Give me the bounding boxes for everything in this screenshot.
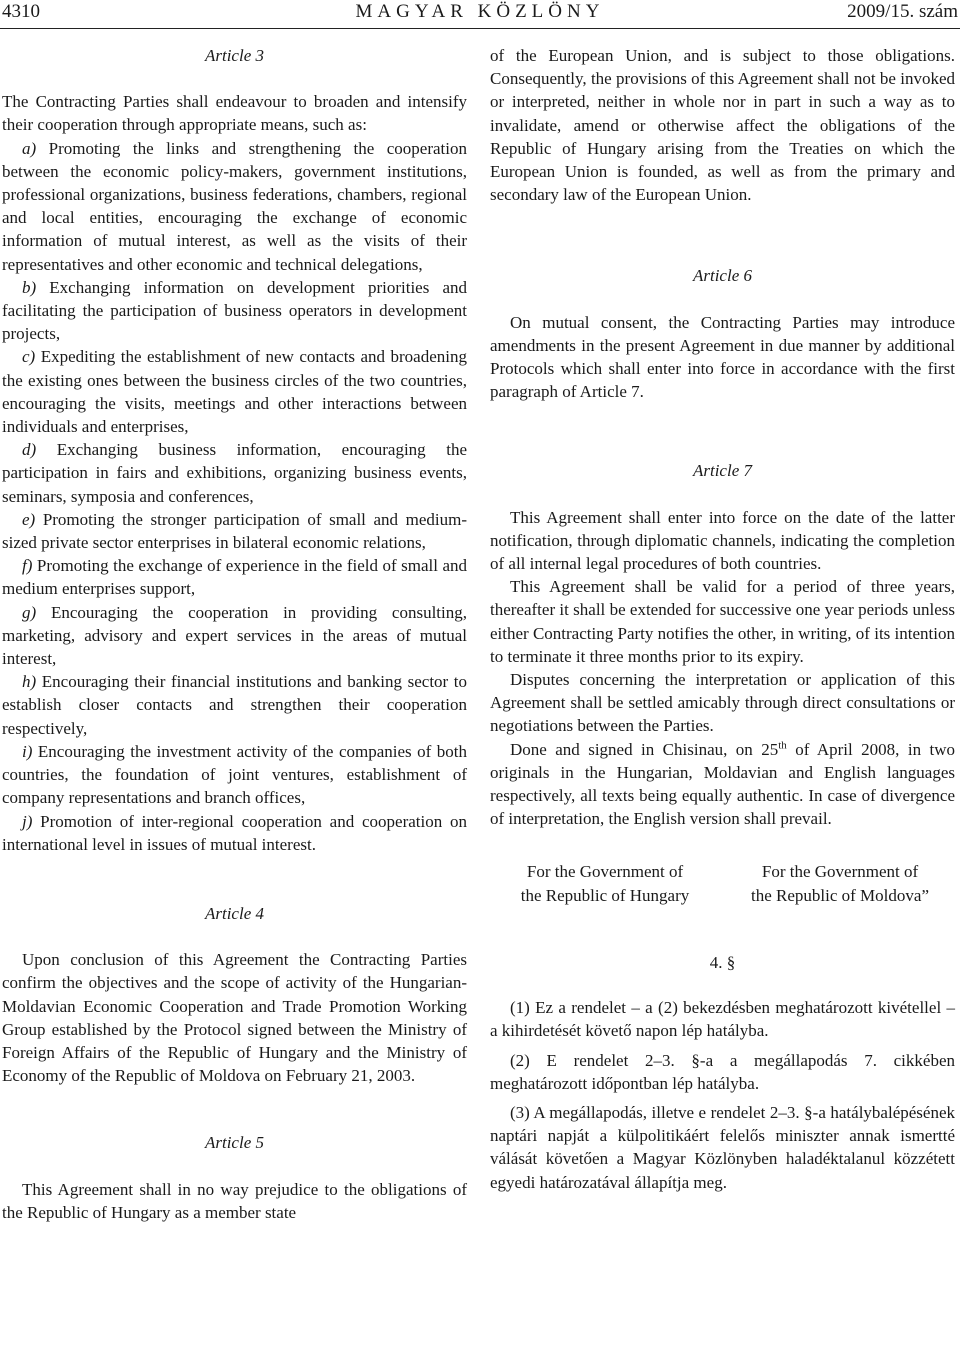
left-column xyxy=(2,44,467,1224)
article-4-title: Article 4 xyxy=(204,903,264,923)
signature-hungary: For the Government of the Republic of Hungary xyxy=(520,862,690,905)
list-item: j) Promotion of inter-regional cooperation and cooperation on international level in issues of mutual interest. xyxy=(2,811,467,854)
article-5-text-continued: of the European Union, and is subject to those obligations. Consequently, the provisions of this Agreement shall not be invoked or interpreted, neither in whole nor in part in such a way as to invalidate, amend or otherwise affect the obligations of the Republic of Hungary arising from the Treaties on which the European Union is founded, as well as from the primary and secondary law of the European Union. xyxy=(490,46,955,205)
section-4-paragraph: (3) A megállapodás, illetve e rendelet 2–3. §-a hatálybalépésének naptári napját a külpolitikáért felelős miniszter annak ismertté válását követően a Magyar Közlönyben haladéktalanul közzétett egyedi határozatával állapítja meg. xyxy=(490,1102,955,1192)
section-4-title: 4. § xyxy=(709,952,736,972)
article-4-text: Upon conclusion of this Agreement the Contracting Parties confirm the objectives and the scope of activity of the Hungarian-Moldavian Economic Cooperation and Trade Promotion Working Group established by the Protocol signed between the Ministry of Foreign Affairs of the Republic of Hungary and the Ministry of Economy of the Republic of Moldova on February 21, 2003. xyxy=(2,950,467,1086)
section-4-paragraph: (2) E rendelet 2–3. §-a a megállapodás 7. cikkében meghatározott időpontban lép hatályba. xyxy=(490,1050,955,1093)
signature-moldova: For the Government of the Republic of Moldova” xyxy=(751,862,929,905)
list-item: c) Expediting the establishment of new contacts and broadening the existing ones between the business circles of the two countries, encouraging the visits, meetings and other interactions between individuals and enterprises, xyxy=(2,347,467,437)
article-7-paragraph: Done and signed in Chisinau, on 25th of April 2008, in two originals in the Hungarian, Moldavian and English languages respectively, all texts being equally authentic. In case of divergence of interpretation, the English version shall prevail. xyxy=(490,739,956,829)
list-item: i) Encouraging the investment activity of the companies of both countries, the foundation of joint ventures, establishment of company representations and branch offices, xyxy=(2,741,468,808)
page-number: 4310 xyxy=(2,1,40,22)
article-6-title: Article 6 xyxy=(692,266,752,286)
page-header xyxy=(0,0,960,29)
article-5-text-start: This Agreement shall in no way prejudice to the obligations of the Republic of Hungary as a member state xyxy=(2,1179,467,1222)
signature-block xyxy=(490,860,955,906)
journal-title: MAGYAR KÖZLÖNY xyxy=(355,1,605,22)
article-7-title: Article 7 xyxy=(692,461,752,481)
list-item: h) Encouraging their financial institutions and banking sector to establish closer contacts and strengthen their cooperation respectively, xyxy=(2,672,468,738)
issue-number: 2009/15. szám xyxy=(847,1,958,22)
list-item: d) Exchanging business information, encouraging the participation in fairs and exhibitions, organizing business events, seminars, symposia and conferences, xyxy=(2,440,467,506)
article-7-paragraph: This Agreement shall enter into force on the date of the latter notification, through diplomatic channels, indicating the completion of all internal legal procedures of both countries. xyxy=(490,507,955,574)
article-7-paragraph: This Agreement shall be valid for a period of three years, thereafter it shall be extended for successive one year periods unless either Contracting Party notifies the other, in writing, of its intention to terminate it three months prior to its expiry. xyxy=(490,577,955,666)
right-column xyxy=(490,44,955,1194)
list-item: a) Promoting the links and strengthening the cooperation between the economic policy-makers, government institutions, professional organizations, business federations, chambers, regional and local entities, encouraging the exchange of economic information of mutual interest, as well as the visits of their representatives and other economic and technical delegations, xyxy=(2,138,468,274)
article-5-title: Article 5 xyxy=(204,1133,264,1153)
list-item: g) Encouraging the cooperation in providing consulting, marketing, advisory and expert services in the areas of mutual interest, xyxy=(2,602,467,669)
list-item: f) Promoting the exchange of experience in the field of small and medium enterprises support, xyxy=(2,556,467,599)
section-4-paragraph: (1) Ez a rendelet – a (2) bekezdésben meghatározott kivétellel – a kihirdetését követő napon lép hatályba. xyxy=(490,998,955,1041)
list-item: e) Promoting the stronger participation of small and medium-sized private sector enterprises in bilateral economic relations, xyxy=(2,509,468,553)
article-7-paragraph: Disputes concerning the interpretation or application of this Agreement shall be settled amicably through direct consultations or negotiations between the Parties. xyxy=(490,670,955,736)
article-3-intro: The Contracting Parties shall endeavour to broaden and intensify their cooperation through appropriate means, such as: xyxy=(2,92,467,135)
article-6-text: On mutual consent, the Contracting Parties may introduce amendments in the present Agreement in due manner by additional Protocols which shall enter into force in accordance with the first paragraph of Article 7. xyxy=(490,312,955,402)
article-3-title: Article 3 xyxy=(204,46,264,65)
list-item: b) Exchanging information on development priorities and facilitating the participation of business operators in development projects, xyxy=(2,277,468,344)
